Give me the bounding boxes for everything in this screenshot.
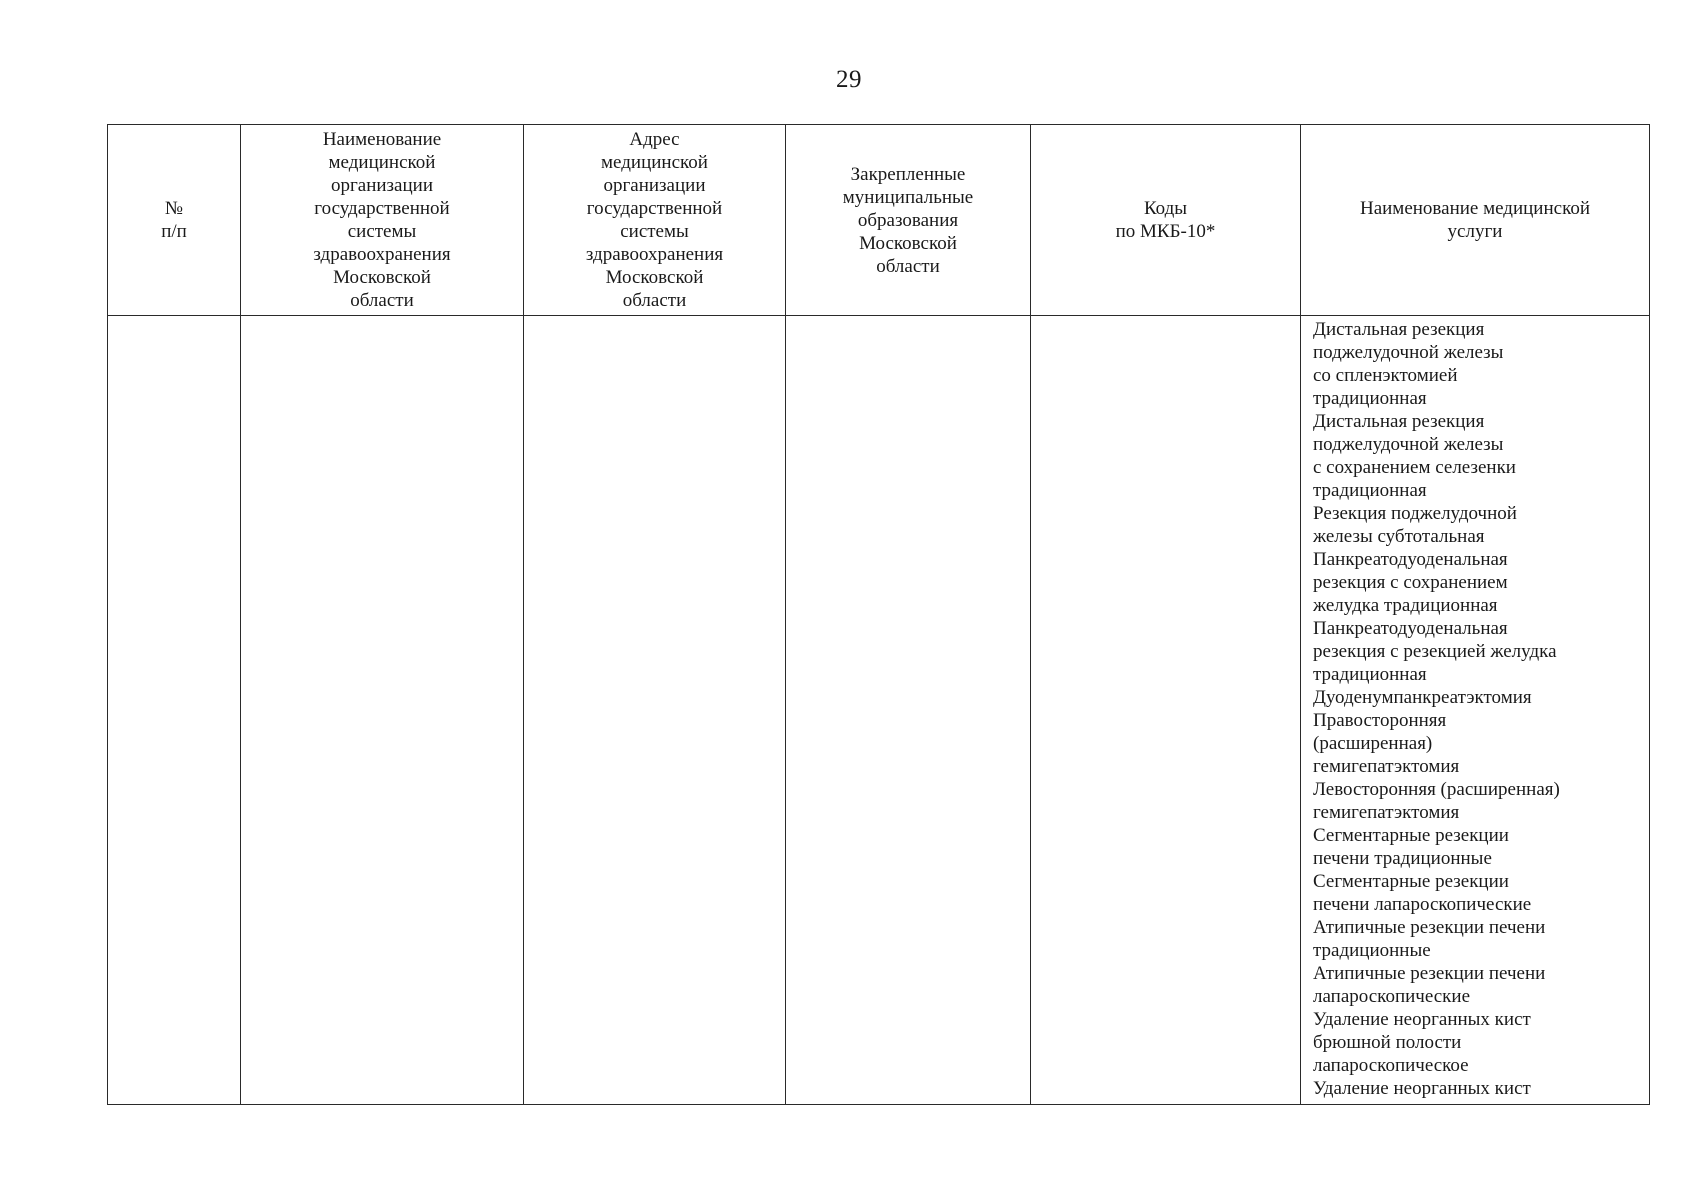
column-header-codes-text: Коды по МКБ-10* xyxy=(1115,198,1216,242)
service-item: Удаление неорганных кист брюшной полости лапароскопическое xyxy=(1313,1009,1531,1076)
service-item: Дуоденумпанкреатэктомия xyxy=(1313,687,1532,708)
column-header-organization-text: Наименование медицинской организации государственной системы здравоохранения Московской области xyxy=(313,129,451,311)
service-item: Левосторонняя (расширенная) гемигепатэктомия xyxy=(1313,779,1560,823)
service-item: Атипичные резекции печени лапароскопические xyxy=(1313,963,1546,1007)
column-header-codes xyxy=(1031,125,1301,316)
services-list xyxy=(1301,316,1649,1100)
cell-organization xyxy=(241,316,524,1105)
service-item: Атипичные резекции печени традиционные xyxy=(1313,917,1546,961)
service-item: Правосторонняя (расширенная) гемигепатэктомия xyxy=(1313,710,1460,777)
column-header-number xyxy=(108,125,241,316)
column-header-service xyxy=(1301,125,1650,316)
service-item: Дистальная резекция поджелудочной железы со спленэктомией традиционная xyxy=(1313,319,1504,409)
column-header-number-text: № п/п xyxy=(161,198,187,242)
service-item: Удаление неорганных кист xyxy=(1313,1078,1531,1099)
column-header-organization xyxy=(241,125,524,316)
page-number: 29 xyxy=(836,66,862,93)
service-item: Резекция поджелудочной железы субтотальная xyxy=(1313,503,1517,547)
service-item: Дистальная резекция поджелудочной железы с сохранением селезенки традиционная xyxy=(1313,411,1516,501)
services-table xyxy=(107,124,1650,1105)
service-item: Сегментарные резекции печени традиционные xyxy=(1313,825,1509,869)
column-header-address xyxy=(524,125,786,316)
cell-address xyxy=(524,316,786,1105)
column-header-municipalities-text: Закрепленные муниципальные образования Московской области xyxy=(842,163,974,277)
cell-municipalities xyxy=(786,316,1031,1105)
column-header-service-text: Наименование медицинской услуги xyxy=(1359,198,1591,242)
service-item: Панкреатодуоденальная резекция с резекцией желудка традиционная xyxy=(1313,618,1557,685)
column-header-municipalities xyxy=(786,125,1031,316)
service-item: Сегментарные резекции печени лапароскопические xyxy=(1313,871,1532,915)
cell-number xyxy=(108,316,241,1105)
column-header-address-text: Адрес медицинской организации государственной системы здравоохранения Московской области xyxy=(585,129,724,311)
cell-codes xyxy=(1031,316,1301,1105)
table-row xyxy=(108,316,1650,1105)
table-header-row xyxy=(108,125,1650,316)
cell-services xyxy=(1301,316,1650,1105)
service-item: Панкреатодуоденальная резекция с сохранением желудка традиционная xyxy=(1313,549,1508,616)
